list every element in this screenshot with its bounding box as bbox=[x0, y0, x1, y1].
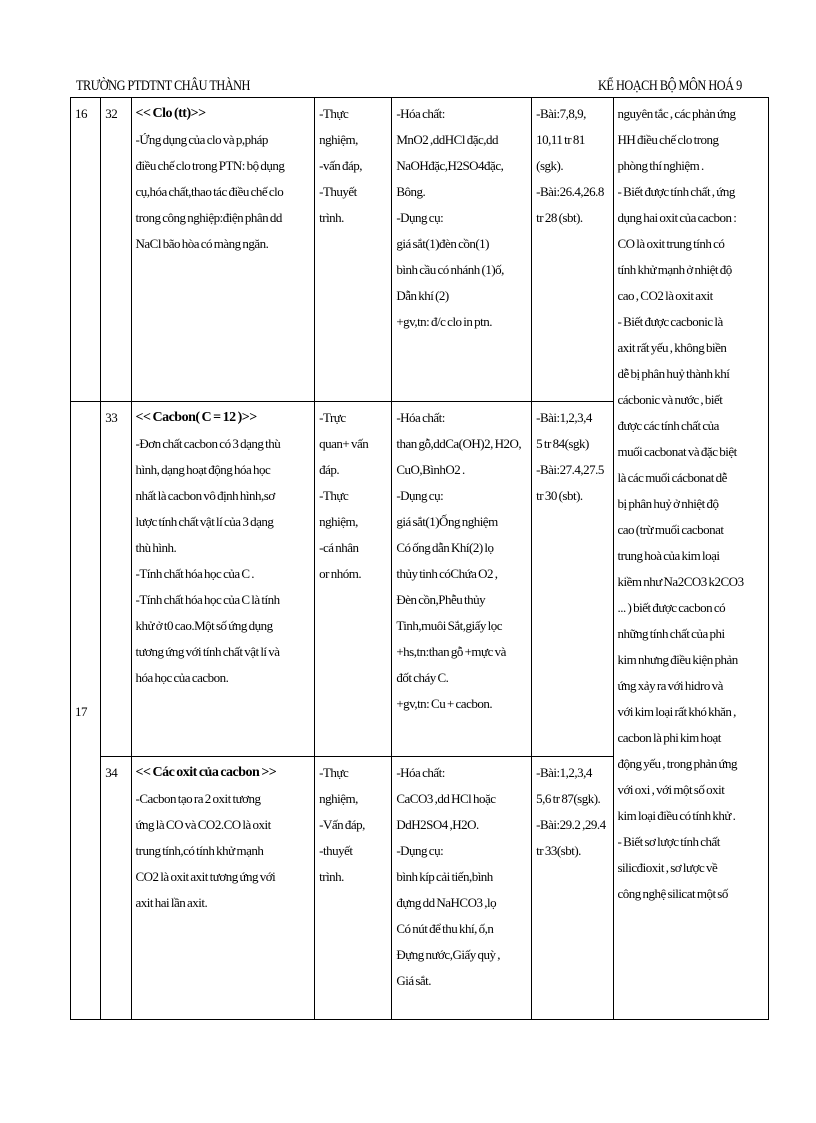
cell-line: tr 30 (sbt). bbox=[536, 488, 583, 503]
lesson-number: 33 bbox=[101, 402, 131, 757]
cell-line: -Thuyết bbox=[319, 184, 357, 199]
cell-line: thủy tinh cóChứa O2 , bbox=[396, 566, 498, 581]
lesson-objectives bbox=[613, 98, 769, 1020]
cell-line: than gỗ,ddCa(OH)2, H2O, bbox=[396, 436, 522, 451]
cell-line: or nhóm. bbox=[319, 566, 362, 581]
cell-line: ... ) biết được cacbon có bbox=[617, 600, 726, 615]
cell-line: tr 33(sbt). bbox=[536, 843, 581, 858]
cell-line: -vấn đáp, bbox=[319, 158, 362, 173]
cell-line: -Cacbon tạo ra 2 oxit tương bbox=[135, 791, 261, 806]
cell-line: công nghệ silicat một số bbox=[617, 886, 728, 901]
cell-line: -Ứng dụng của clo và p,pháp bbox=[135, 132, 268, 147]
cell-line: phòng thí nghiệm . bbox=[617, 158, 704, 173]
cell-line: được các tính chất của bbox=[617, 418, 719, 433]
cell-line: lược tính chất vật lí của 3 dạng bbox=[135, 514, 274, 529]
week-cell: 17 bbox=[71, 402, 101, 1020]
cell-line: -Đơn chất cacbon có 3 dạng thù bbox=[135, 436, 281, 451]
cell-line: -thuyết bbox=[319, 843, 353, 858]
lesson-content bbox=[131, 402, 315, 757]
cell-line: 5,6 tr 87(sgk). bbox=[536, 791, 601, 806]
table-row bbox=[71, 98, 769, 402]
cell-line: axit rất yếu , không biền bbox=[617, 340, 727, 355]
cell-line: -Dụng cụ: bbox=[396, 843, 444, 858]
teaching-method bbox=[315, 402, 392, 757]
teaching-materials bbox=[392, 98, 532, 402]
teaching-method bbox=[315, 757, 392, 1020]
lesson-content bbox=[131, 98, 315, 402]
cell-line: -Hóa chất: bbox=[396, 106, 445, 121]
cell-line: với oxi , với một số oxit bbox=[617, 782, 725, 797]
cell-line: NaCl bão hòa có màng ngăn. bbox=[135, 236, 269, 251]
cell-line: CaCO3 ,dd HCl hoặc bbox=[396, 791, 496, 806]
cell-line: -Bài:26.4,26.8 bbox=[536, 184, 604, 199]
cell-line: -Thực bbox=[319, 765, 349, 780]
cell-line: cácbonic và nước , biết bbox=[617, 392, 723, 407]
cell-line: tương ứng với tính chất vật lí và bbox=[135, 644, 280, 659]
cell-line: 5 tr 84(sgk) bbox=[536, 436, 589, 451]
cell-line: cụ,hóa chất,thao tác điều chế clo bbox=[135, 184, 284, 199]
cell-line: trình. bbox=[319, 210, 344, 225]
cell-line: trung hoà của kim loại bbox=[617, 548, 720, 563]
cell-line: nghiệm, bbox=[319, 514, 358, 529]
teaching-method bbox=[315, 98, 392, 402]
lesson-title: << Cacbon( C = 12 )>> bbox=[135, 410, 257, 425]
cell-line: +gv,tn: đ/c clo in ptn. bbox=[396, 314, 493, 329]
cell-line: dụng hai oxit của cacbon : bbox=[617, 210, 737, 225]
cell-line: bị phân huỷ ở nhiệt độ bbox=[617, 496, 719, 511]
cell-line: dễ bị phân huỷ thành khí bbox=[617, 366, 730, 381]
cell-line: kim nhưng điều kiện phản bbox=[617, 652, 738, 667]
cell-line: DdH2SO4 ,H2O. bbox=[396, 817, 479, 832]
cell-line: hóa học của cacbon. bbox=[135, 670, 229, 685]
cell-line: -Vấn đáp, bbox=[319, 817, 365, 832]
cell-line: -Thực bbox=[319, 106, 349, 121]
cell-line: là các muối cácbonat dễ bbox=[617, 470, 727, 485]
cell-line: -Dụng cụ: bbox=[396, 210, 444, 225]
cell-line: tính khử mạnh ở nhiệt độ bbox=[617, 262, 732, 277]
lesson-number: 32 bbox=[101, 98, 131, 402]
lesson-plan-table bbox=[70, 97, 769, 1020]
cell-line: -Bài:29.2 ,29.4 bbox=[536, 817, 606, 832]
cell-line: Dẫn khí (2) bbox=[396, 288, 449, 303]
cell-line: -Bài:27.4,27.5 bbox=[536, 462, 604, 477]
cell-line: +hs,tn:than gỗ +mực và bbox=[396, 644, 506, 659]
cell-line: khử ở t0 cao.Một số ứng dụng bbox=[135, 618, 273, 633]
cell-line: cacbon là phi kim hoạt bbox=[617, 730, 721, 745]
cell-line: những tính chất của phi bbox=[617, 626, 725, 641]
cell-line: silicđioxit , sơ lược về bbox=[617, 860, 718, 875]
cell-line: kiềm như Na2CO3 k2CO3 bbox=[617, 574, 744, 589]
cell-line: -Tính chất hóa học của C . bbox=[135, 566, 255, 581]
cell-line: bình kíp cải tiến,bình bbox=[396, 869, 493, 884]
cell-line: -Bài:7,8,9, bbox=[536, 106, 586, 121]
cell-line: - Biết được tính chất , ứng bbox=[617, 184, 735, 199]
cell-line: -Hóa chất: bbox=[396, 765, 445, 780]
cell-line: -Hóa chất: bbox=[396, 410, 445, 425]
teaching-materials bbox=[392, 757, 532, 1020]
cell-line: axit hai lần axit. bbox=[135, 895, 208, 910]
cell-line: CO2 là oxit axit tương ứng với bbox=[135, 869, 276, 884]
cell-line: hình, dạng hoạt động hóa học bbox=[135, 462, 271, 477]
cell-line: nghiệm, bbox=[319, 791, 358, 806]
exercises bbox=[532, 757, 613, 1020]
cell-line: 10,11 tr 81 bbox=[536, 132, 585, 147]
cell-line: trong công nghiệp:điện phân dd bbox=[135, 210, 282, 225]
exercises bbox=[532, 402, 613, 757]
cell-line: cao (trừ muối cacbonat bbox=[617, 522, 724, 537]
cell-line: đựng dd NaHCO3 ,lọ bbox=[396, 895, 497, 910]
cell-line: Có ống dẫn Khí(2) lọ bbox=[396, 540, 494, 555]
cell-line: nghiệm, bbox=[319, 132, 358, 147]
cell-line: giá sắt(1)Ống nghiệm bbox=[396, 514, 498, 529]
lesson-number: 34 bbox=[101, 757, 131, 1020]
cell-line: Có nút để thu khí, ố,n bbox=[396, 921, 494, 936]
cell-line: - Biết sơ lược tính chất bbox=[617, 834, 720, 849]
cell-line: kim loại điều có tính khử . bbox=[617, 808, 736, 823]
exercises bbox=[532, 98, 613, 402]
cell-line: thù hình. bbox=[135, 540, 177, 555]
lesson-title: << Clo (tt)>> bbox=[135, 106, 206, 121]
cell-line: HH điều chế clo trong bbox=[617, 132, 719, 147]
cell-line: với kim loại rất khó khăn , bbox=[617, 704, 736, 719]
cell-line: điều chế clo trong PTN: bộ dụng bbox=[135, 158, 285, 173]
cell-line: đốt cháy C. bbox=[396, 670, 449, 685]
cell-line: tr 28 (sbt). bbox=[536, 210, 583, 225]
cell-line: (sgk). bbox=[536, 158, 564, 173]
cell-line: nhất là cacbon vô định hình,sơ bbox=[135, 488, 275, 503]
cell-line: động yếu , trong phản ứng bbox=[617, 756, 738, 771]
cell-line: NaOHđặc,H2SO4đặc, bbox=[396, 158, 504, 173]
cell-line: cao , CO2 là oxit axit bbox=[617, 288, 713, 303]
cell-line: -Bài:1,2,3,4 bbox=[536, 765, 592, 780]
cell-line: ứng là CO và CO2.CO là oxit bbox=[135, 817, 271, 832]
lesson-content bbox=[131, 757, 315, 1020]
cell-line: -Bài:1,2,3,4 bbox=[536, 410, 592, 425]
cell-line: trung tính,có tính khử mạnh bbox=[135, 843, 264, 858]
cell-line: -cá nhân bbox=[319, 540, 359, 555]
cell-line: CuO,BìnhO2 . bbox=[396, 462, 465, 477]
cell-line: muối cacbonat và đặc biệt bbox=[617, 444, 737, 459]
cell-line: quan+ vấn bbox=[319, 436, 369, 451]
cell-line: -Dụng cụ: bbox=[396, 488, 444, 503]
cell-line: -Trực bbox=[319, 410, 346, 425]
cell-line: -Thực bbox=[319, 488, 349, 503]
cell-line: Tinh,muôi Sắt,giấy lọc bbox=[396, 618, 503, 633]
cell-line: trình. bbox=[319, 869, 344, 884]
plan-title: KẾ HOẠCH BỘ MÔN HOÁ 9 bbox=[598, 78, 742, 94]
teaching-materials bbox=[392, 402, 532, 757]
cell-line: Giá sắt. bbox=[396, 973, 432, 988]
cell-line: nguyên tắc , các phản ứng bbox=[617, 106, 736, 121]
lesson-title: << Các oxit của cacbon >> bbox=[135, 765, 277, 780]
cell-line: CO là oxit trung tính có bbox=[617, 236, 725, 251]
cell-line: bình cầu có nhánh (1)ố, bbox=[396, 262, 504, 277]
cell-line: MnO2 ,ddHCl đặc,dd bbox=[396, 132, 498, 147]
cell-line: -Tính chất hóa học của C là tính bbox=[135, 592, 280, 607]
cell-line: +gv,tn: Cu + cacbon. bbox=[396, 696, 493, 711]
cell-line: Bông. bbox=[396, 184, 426, 199]
cell-line: đáp. bbox=[319, 462, 340, 477]
school-name: TRƯỜNG PTDTNT CHÂU THÀNH bbox=[76, 78, 250, 94]
cell-line: Đèn cồn,Phễu thủy bbox=[396, 592, 486, 607]
cell-line: - Biết được cacbonic là bbox=[617, 314, 723, 329]
cell-line: Đựng nước,Giấy quỳ , bbox=[396, 947, 500, 962]
cell-line: ứng xảy ra với hidro và bbox=[617, 678, 723, 693]
cell-line: giá sắt(1)đèn cồn(1) bbox=[396, 236, 490, 251]
week-cell: 16 bbox=[71, 98, 101, 402]
